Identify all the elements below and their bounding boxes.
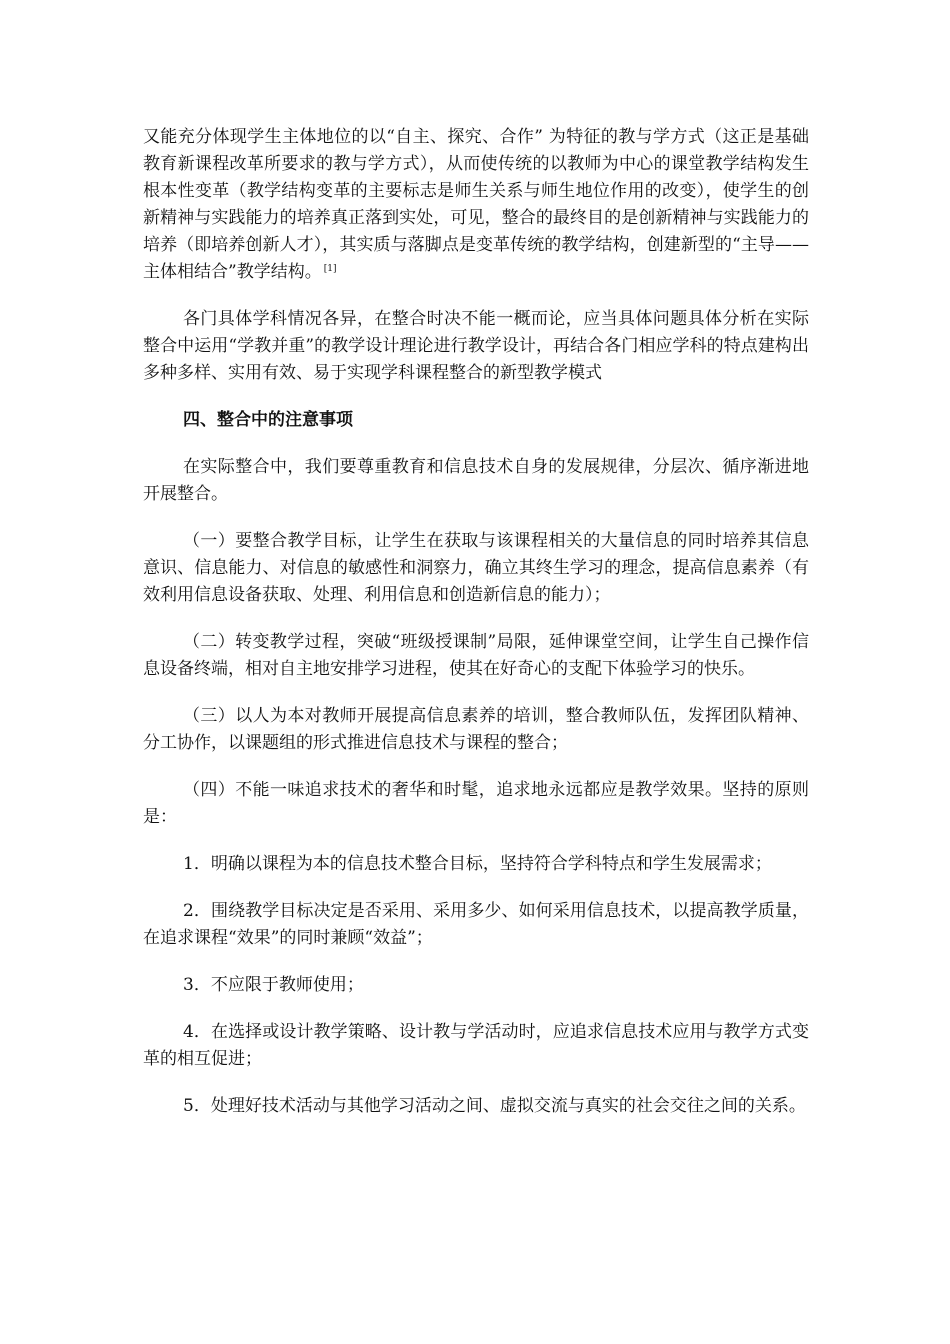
rule-5: 5．处理好技术活动与其他学习活动之间、虚拟交流与真实的社会交往之间的关系。 <box>183 1096 806 1116</box>
document-page <box>143 124 809 1120</box>
item-1: （一）要整合教学目标，让学生在获取与该课程相关的大量信息的同时培养其信息意识、信息能力、对信息的敏感性和洞察力，确立其终生学习的理念，提高信息素养（有效利用信息设备获取、处理、利用信息和创造新信息的能力）； <box>143 531 809 605</box>
rule-2: 2．围绕教学目标决定是否采用、采用多少、如何采用信息技术，以提高教学质量，在追求课程“效果”的同时兼顾“效益”； <box>143 901 809 948</box>
paragraph-subjects: 各门具体学科情况各异，在整合时决不能一概而论，应当具体问题具体分析在实际整合中运用“学教并重”的教学设计理论进行教学设计，再结合各门相应学科的特点建构出多种多样、实用有效、易于实现学科课程整合的新型教学模式 <box>143 309 809 383</box>
section-heading: 四、整合中的注意事项 <box>183 410 353 430</box>
paragraph-continued <box>143 124 809 286</box>
rule-1: 1．明确以课程为本的信息技术整合目标，坚持符合学科特点和学生发展需求； <box>183 854 772 874</box>
rule-4: 4．在选择或设计教学策略、设计教与学活动时，应追求信息技术应用与教学方式变革的相互促进； <box>143 1022 809 1069</box>
item-2: （二）转变教学过程，突破“班级授课制”局限，延伸课堂空间，让学生自己操作信息设备终端，相对自主地安排学习进程，使其在好奇心的支配下体验学习的快乐。 <box>143 632 809 679</box>
paragraph-intro: 在实际整合中，我们要尊重教育和信息技术自身的发展规律，分层次、循序渐进地开展整合。 <box>143 457 809 504</box>
paragraph-continued-text: 又能充分体现学生主体地位的以“自主、探究、合作” 为特征的教与学方式（这正是基础教育新课程改革所要求的教与学方式），从而使传统的以教师为中心的课堂教学结构发生根本性变革（教学结构变革的主要标志是师生关系与师生地位作用的改变），使学生的创新精神与实践能力的培养真正落到实处，可见，整合的最终目的是创新精神与实践能力的培养（即培养创新人才），其实质与落脚点是变革传统的教学结构，创建新型的“主导——主体相结合”教学结构。 <box>143 127 809 282</box>
item-4: （四）不能一味追求技术的奢华和时髦，追求地永远都应是教学效果。坚持的原则是： <box>143 780 809 827</box>
rule-3: 3．不应限于教师使用； <box>183 975 364 995</box>
citation-ref: [1] <box>323 264 337 274</box>
item-3: （三）以人为本对教师开展提高信息素养的培训，整合教师队伍，发挥团队精神、分工协作，以课题组的形式推进信息技术与课程的整合； <box>143 706 809 753</box>
